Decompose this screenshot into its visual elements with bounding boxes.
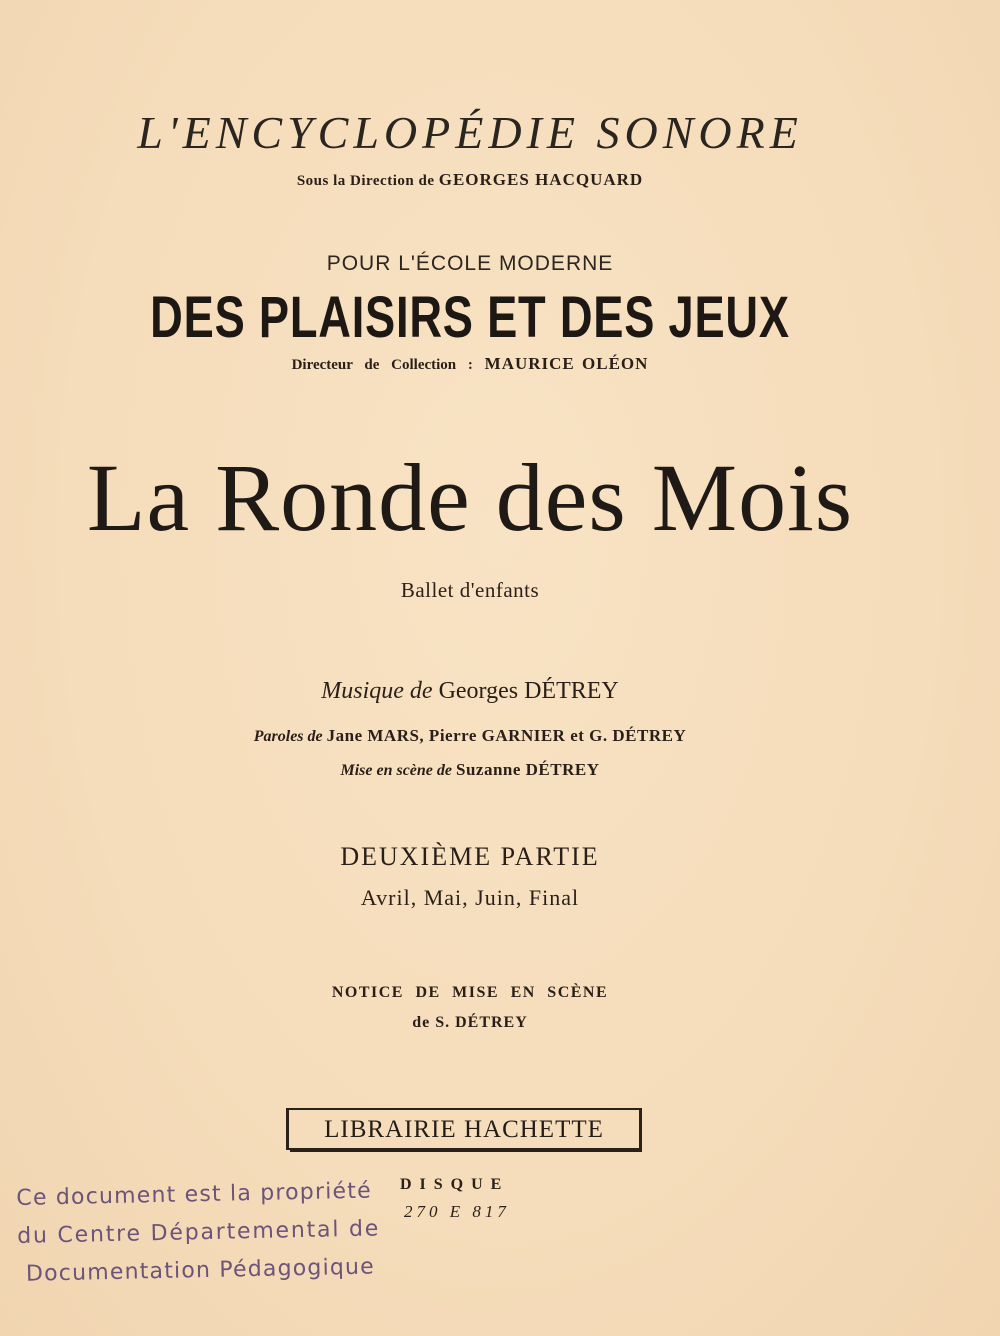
- lyrics-by: Jane MARS, Pierre GARNIER et G. DÉTREY: [326, 726, 687, 745]
- music-credit: [0, 678, 940, 705]
- part-months: Avril, Mai, Juin, Final: [360, 885, 580, 910]
- staging-prefix: Mise en scène de: [340, 762, 452, 779]
- ownership-stamp: [16, 1172, 418, 1294]
- series-director: GEORGES HACQUARD: [438, 170, 644, 189]
- collection-intro: POUR L'ÉCOLE MODERNE: [326, 252, 614, 275]
- series-direction: [0, 170, 940, 190]
- collection-director: MAURICE OLÉON: [484, 354, 649, 373]
- director-prefix: Directeur de Collection :: [291, 357, 473, 373]
- disc-label: DISQUE: [400, 1176, 510, 1193]
- stamp-line-1: Ce document est la propriété: [16, 1178, 373, 1211]
- music-by: Georges DÉTREY: [438, 678, 619, 704]
- publisher-name: LIBRAIRIE HACHETTE: [286, 1108, 642, 1150]
- work-subtitle: Ballet d'enfants: [400, 578, 540, 602]
- series-title: L'ENCYCLOPÉDIE SONORE: [137, 107, 803, 158]
- stamp-line-3: Documentation Pédagogique: [25, 1254, 376, 1287]
- part-label: DEUXIÈME PARTIE: [340, 842, 600, 871]
- direction-prefix: Sous la Direction de: [296, 173, 435, 189]
- notice-author: de S. DÉTREY: [412, 1014, 528, 1031]
- stamp-line-2: du Centre Départemental de: [16, 1216, 381, 1249]
- disc-number: 270 E 817: [404, 1202, 510, 1221]
- lyrics-credit: [0, 726, 940, 746]
- staging-credit: [0, 760, 940, 780]
- lyrics-prefix: Paroles de: [253, 728, 323, 745]
- notice-label: NOTICE DE MISE EN SCÈNE: [331, 984, 609, 1001]
- work-title: La Ronde des Mois: [86, 444, 854, 551]
- publisher-box: [286, 1108, 642, 1154]
- disc-reference: [400, 1176, 510, 1222]
- collection-name: DES PLAISIRS ET DES JEUX: [150, 285, 790, 350]
- staging-by: Suzanne DÉTREY: [456, 760, 600, 779]
- music-prefix: Musique de: [321, 678, 433, 704]
- collection-director-line: [0, 354, 940, 374]
